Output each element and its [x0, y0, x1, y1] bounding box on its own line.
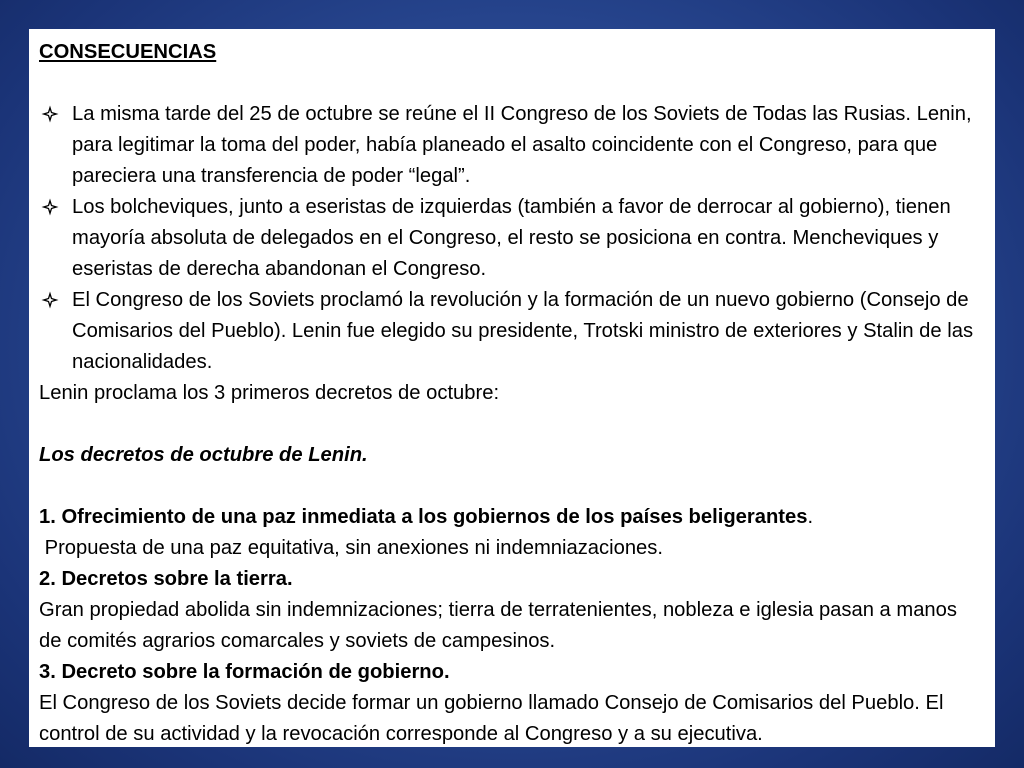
decree-1-heading: [39, 502, 985, 533]
decree-2-text: Gran propiedad abolida sin indemnizaciones; tierra de terratenientes, nobleza e iglesia pasan a manos de comités agrarios comarcales y soviets de campesinos.: [39, 599, 957, 652]
bullet-item-congress: [39, 99, 985, 192]
slide-content-panel: [29, 29, 995, 747]
bullet-text: Los bolcheviques, junto a eseristas de izquierdas (también a favor de derrocar al gobierno), tienen mayoría absoluta de delegados en el Congreso, el resto se posiciona en contra. Mencheviques y eseristas de derecha abandonan el Congreso.: [72, 196, 951, 280]
diamond-bullet-icon: [41, 105, 59, 123]
decree-1-title-end: .: [807, 506, 814, 528]
spacer: [39, 68, 985, 99]
slide-heading: CONSECUENCIAS: [39, 41, 217, 63]
decree-1-text: Propuesta de una paz equitativa, sin anexiones ni indemniazaciones.: [39, 537, 663, 559]
spacer: [39, 409, 985, 440]
decree-3-title: 3. Decreto sobre la formación de gobierno.: [39, 661, 450, 683]
bullet-text: La misma tarde del 25 de octubre se reúne el II Congreso de los Soviets de Todas las Rusias. Lenin, para legitimar la toma del poder, había planeado el asalto coincidente con el Congreso, para que pareciera una transferencia de poder “legal”.: [72, 103, 972, 187]
decree-1-title: 1. Ofrecimiento de una paz inmediata a los gobiernos de los países beligerantes: [39, 506, 808, 528]
diamond-bullet-icon: [41, 198, 59, 216]
bullet-item-bolsheviks: [39, 192, 985, 285]
intro-line: Lenin proclama los 3 primeros decretos de octubre:: [39, 382, 500, 404]
decrees-title: Los decretos de octubre de Lenin.: [39, 444, 368, 466]
decree-2-title: 2. Decretos sobre la tierra.: [39, 568, 293, 590]
diamond-bullet-icon: [41, 291, 59, 309]
decree-3-text: El Congreso de los Soviets decide formar un gobierno llamado Consejo de Comisarios del Pueblo. El control de su actividad y la revocación corresponde al Congreso y a su ejecutiva.: [39, 692, 944, 745]
spacer: [39, 471, 985, 502]
bullet-item-revolution: [39, 285, 985, 378]
bullet-text: El Congreso de los Soviets proclamó la revolución y la formación de un nuevo gobierno (Consejo de Comisarios del Pueblo). Lenin fue elegido su presidente, Trotski ministro de exteriores y Stalin de las nacionalidades.: [72, 289, 974, 373]
